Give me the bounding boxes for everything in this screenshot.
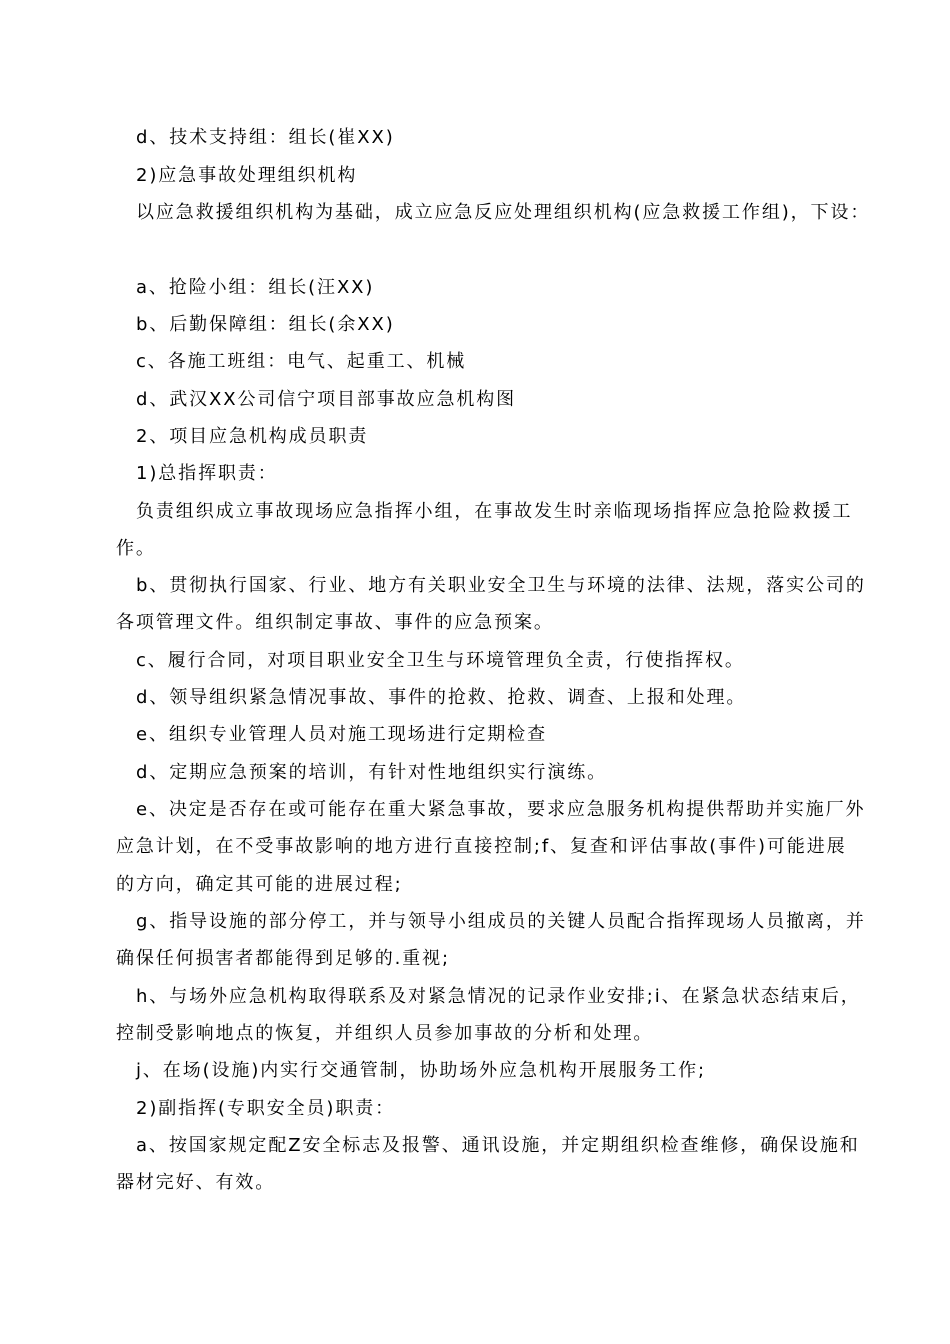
paragraph-line: a、按国家规定配Z安全标志及报警、通讯设施，并定期组织检查维修，确保设施和 [136,1135,860,1156]
section-heading: 2)应急事故处理组织机构 [136,165,358,186]
section-heading: 1)总指挥职责： [136,463,278,484]
paragraph-line: b、贯彻执行国家、行业、地方有关职业安全卫生与环境的法律、法规，落实公司的 [136,575,866,596]
paragraph-line: 以应急救援组织机构为基础，成立应急反应处理组织机构(应急救援工作组)，下设： [136,202,871,223]
paragraph-line: c、履行合同，对项目职业安全卫生与环境管理负全责，行使指挥权。 [136,650,745,671]
paragraph-line: c、各施工班组：电气、起重工、机械 [136,351,467,372]
paragraph-line: h、与场外应急机构取得联系及对紧急情况的记录作业安排;i、在紧急状态结束后， [136,986,861,1007]
paragraph-line: 作。 [116,538,156,559]
paragraph-line: j、在场(设施)内实行交通管制，协助场外应急机构开展服务工作; [136,1060,707,1081]
paragraph-line: 应急计划，在不受事故影响的地方进行直接控制;f、复查和评估事故(事件)可能进展 [116,836,847,857]
section-heading: 2、项目应急机构成员职责 [136,426,369,447]
paragraph-line: d、技术支持组：组长(崔XX) [136,127,395,148]
paragraph-line: g、指导设施的部分停工，并与领导小组成员的关键人员配合指挥现场人员撤离，并 [136,911,866,932]
paragraph-line: 器材完好、有效。 [116,1172,276,1193]
paragraph-line: b、后勤保障组：组长(余XX) [136,314,395,335]
paragraph-line: 的方向，确定其可能的进展过程; [116,874,403,895]
paragraph-line: 各项管理文件。组织制定事故、事件的应急预案。 [116,612,554,633]
paragraph-line: d、领导组织紧急情况事故、事件的抢救、抢救、调查、上报和处理。 [136,687,747,708]
paragraph-line: d、定期应急预案的培训，有针对性地组织实行演练。 [136,762,608,783]
paragraph-line: e、组织专业管理人员对施工现场进行定期检查 [136,724,547,745]
paragraph-line: 确保任何损害者都能得到足够的.重视; [116,948,450,969]
paragraph-line: d、武汉XX公司信宁项目部事故应急机构图 [136,389,517,410]
paragraph-line: a、抢险小组：组长(汪XX) [136,277,375,298]
paragraph-line: 负责组织成立事故现场应急指挥小组，在事故发生时亲临现场指挥应急抢险救援工 [136,501,853,522]
paragraph-line: e、决定是否存在或可能存在重大紧急事故，要求应急服务机构提供帮助并实施厂外 [136,799,866,820]
section-heading: 2)副指挥(专职安全员)职责： [136,1098,396,1119]
paragraph-line: 控制受影响地点的恢复，并组织人员参加事故的分析和处理。 [116,1023,654,1044]
